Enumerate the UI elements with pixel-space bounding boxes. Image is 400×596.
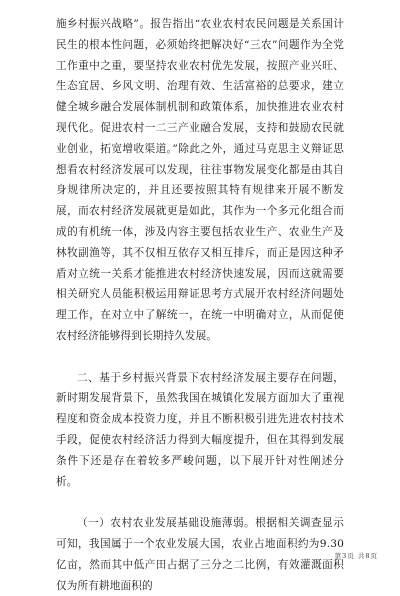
page-number-footer: 第3页 共8页	[334, 552, 378, 560]
paragraph-infrastructure-weakness: （一）农村农业发展基础设施薄弱。根据相关调查显示可知，我国属于一个农业发展大国，农业占地面积约为9.30亿亩，然而其中低产田占据了三分之二比例，有效灌溉面积仅为所有耕地面积的	[56, 517, 344, 592]
paragraph-spacer	[56, 492, 344, 513]
paragraph-rural-revitalization-report: 施乡村振兴战略”。报告指出“农业农村农民问题是关系国计民生的根本性问题，必须始终把解决好“三农”问题作为全党工作重中之重，要坚持农业农村优先发展，按照产业兴旺、生态宜居、乡风文明、治理有效、生活富裕的总要求，建立健全城乡融合发展体制机制和政策体系，加快推进农业农村现代化。促进农村一二三产业融合发展，支持和鼓励农民就业创业，拓宽增收渠道。”除此之外，通过马克思主义辩证思想看农村经济发展可以发现，往往事物发展变化都是由其自身规律所决定的，并且还要按照其特有规律来开展不断发展，而农村经济发展就更是如此，其作为一个多元化组合而成的有机统一体，涉及内容主要包括农业生产、农业生产及林牧副渔等，其不仅相互依存又相互排斥，而正是因这种矛盾对立统一关系才能推进农村经济快速发展，因而这就需要相关研究人员能积极运用辩证思考方式展开农村经济问题处理工作，在对立中了解统一，在统一中明确对立，从而促使农村经济能够得到长期持久发展。	[56, 18, 344, 342]
paragraph-section-two-heading: 二、基于乡村振兴背景下农村经济发展主要存在问题，新时期发展背景下，虽然我国在城镇化发展方面加大了重视程度和资金成本投资力度，并且不断积极引进先进农村技术手段，促使农村经济活力得到大幅度提升，但在其得到发展条件下还是存在着较多严峻问题，以下展开针对性阐述分析。	[56, 371, 344, 488]
document-body	[56, 14, 344, 596]
paragraph-spacer	[56, 347, 344, 368]
